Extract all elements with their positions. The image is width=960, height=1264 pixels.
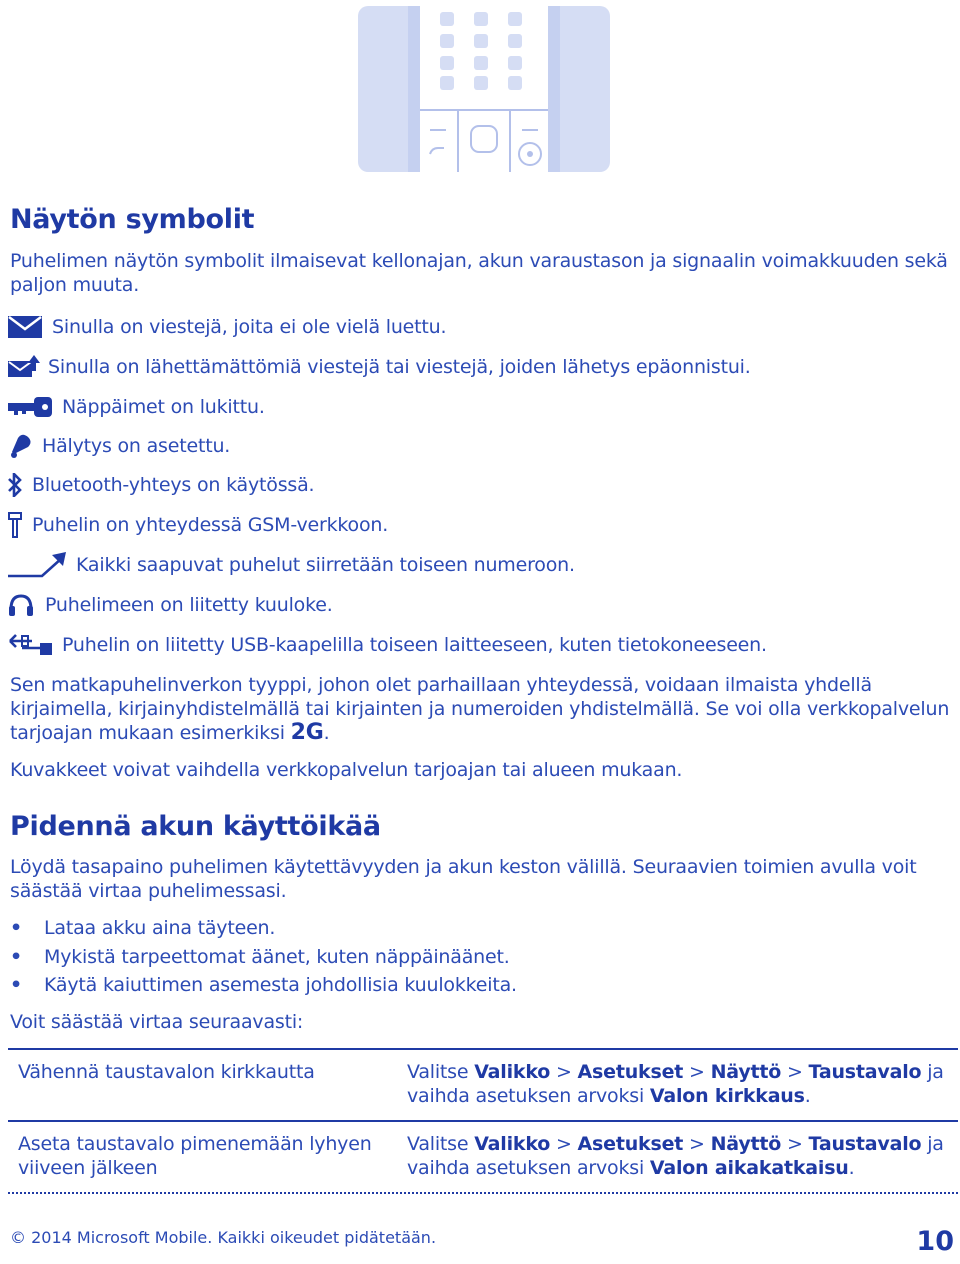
icons-note: Kuvakkeet voivat vaihdella verkkopalvelun tarjoajan tai alueen mukaan. bbox=[10, 759, 683, 781]
table-top-rule bbox=[8, 1048, 958, 1050]
path-separator: > bbox=[683, 1061, 711, 1083]
symbol-row bbox=[8, 312, 446, 342]
bullet-item bbox=[10, 945, 510, 969]
symbols-intro: Puhelimen näytön symbolit ilmaisevat kellonajan, akun varaustason ja signaalin voimakkuuden sekä paljon muuta. bbox=[10, 250, 948, 296]
instr-text: . bbox=[804, 1085, 811, 1107]
menu-path-taustavalo: Taustavalo bbox=[808, 1061, 922, 1083]
symbol-row bbox=[8, 431, 230, 461]
symbol-label: Kaikki saapuvat puhelut siirretään toiseen numeroon. bbox=[76, 554, 575, 576]
symbol-label: Sinulla on viestejä, joita ei ole vielä luettu. bbox=[52, 316, 447, 338]
phone-illustration bbox=[358, 6, 610, 172]
call-divert-icon bbox=[8, 552, 76, 578]
menu-path-taustavalo: Taustavalo bbox=[808, 1133, 922, 1155]
network-text: Sen matkapuhelinverkon tyyppi, johon olet parhaillaan yhteydessä, voidaan ilmaista yhdellä kirjaimella, kirjainyhdistelmällä tai kirjainten ja numeroiden yhdistelmällä. Se voi olla verkkopalvelun tarjoajan mukaan esimerkiksi bbox=[10, 674, 950, 744]
table-intro: Voit säästää virtaa seuraavasti: bbox=[10, 1011, 304, 1033]
instr-text: vaihda asetuksen arvoksi bbox=[407, 1157, 650, 1179]
menu-path-asetukset: Asetukset bbox=[577, 1133, 684, 1155]
alarm-bell-icon bbox=[8, 434, 42, 458]
instr-text: Valitse bbox=[407, 1061, 475, 1083]
instr-text: ja bbox=[921, 1061, 944, 1083]
symbol-label: Hälytys on asetettu. bbox=[42, 435, 231, 457]
symbol-row bbox=[8, 550, 575, 580]
bullet-text: Lataa akku aina täyteen. bbox=[44, 917, 276, 939]
gsm-antenna-icon bbox=[8, 512, 32, 538]
network-end: . bbox=[323, 722, 330, 744]
battery-intro: Löydä tasapaino puhelimen käytettävyyden ja akun keston välillä. Seuraavien toimien avulla voit säästää virtaa puhelimessasi. bbox=[10, 856, 917, 902]
bullet-marker: • bbox=[10, 917, 22, 939]
path-separator: > bbox=[683, 1133, 711, 1155]
instr-text: Valitse bbox=[407, 1133, 475, 1155]
symbol-row bbox=[8, 510, 388, 540]
bullet-text: Mykistä tarpeettomat äänet, kuten näppäinäänet. bbox=[44, 946, 510, 968]
symbol-row bbox=[8, 590, 333, 620]
table-row-rule bbox=[8, 1120, 958, 1122]
bullet-text: Käytä kaiuttimen asemesta johdollisia kuulokkeita. bbox=[44, 974, 517, 996]
bullet-marker: • bbox=[10, 974, 22, 996]
table-cell-instruction bbox=[407, 1060, 957, 1108]
symbol-label: Sinulla on lähettämättömiä viestejä tai viestejä, joiden lähetys epäonnistui. bbox=[48, 356, 751, 378]
bullet-marker: • bbox=[10, 946, 22, 968]
keys-locked-icon bbox=[8, 396, 62, 418]
menu-path-valikko: Valikko bbox=[474, 1133, 551, 1155]
menu-path-asetukset: Asetukset bbox=[577, 1061, 684, 1083]
symbol-row bbox=[8, 392, 265, 422]
table-cell-action: Aseta taustavalo pimenemään lyhyen viiveen jälkeen bbox=[18, 1133, 372, 1179]
path-separator: > bbox=[781, 1133, 809, 1155]
path-separator: > bbox=[781, 1061, 809, 1083]
envelope-icon bbox=[8, 316, 52, 338]
symbol-label: Bluetooth-yhteys on käytössä. bbox=[32, 474, 315, 496]
menu-path-naytto: Näyttö bbox=[710, 1061, 782, 1083]
section-title-battery: Pidennä akun käyttöikää bbox=[10, 811, 381, 842]
headset-icon bbox=[8, 593, 45, 617]
section-title-symbols: Näytön symbolit bbox=[10, 204, 255, 235]
instr-text: ja bbox=[921, 1133, 944, 1155]
table-cell-instruction bbox=[407, 1132, 957, 1180]
usb-icon bbox=[8, 632, 62, 658]
instr-text: vaihda asetuksen arvoksi bbox=[407, 1085, 650, 1107]
symbol-label: Puhelin on liitetty USB-kaapelilla toiseen laitteeseen, kuten tietokoneeseen. bbox=[62, 634, 767, 656]
bluetooth-icon bbox=[8, 473, 32, 497]
network-2g-icon: 2G bbox=[290, 720, 324, 745]
symbol-row bbox=[8, 352, 751, 382]
instr-text: . bbox=[848, 1157, 855, 1179]
symbol-row bbox=[8, 470, 314, 500]
symbol-label: Näppäimet on lukittu. bbox=[62, 396, 265, 418]
setting-value: Valon aikakatkaisu bbox=[649, 1157, 849, 1179]
table-cell-action: Vähennä taustavalon kirkkautta bbox=[18, 1061, 315, 1083]
page-number: 10 bbox=[916, 1226, 954, 1257]
symbol-label: Puhelimeen on liitetty kuuloke. bbox=[45, 594, 333, 616]
symbol-label: Puhelin on yhteydessä GSM-verkkoon. bbox=[32, 514, 389, 536]
menu-path-naytto: Näyttö bbox=[710, 1133, 782, 1155]
symbol-row bbox=[8, 630, 767, 660]
path-separator: > bbox=[550, 1061, 578, 1083]
bullet-item bbox=[10, 916, 275, 940]
bullet-item bbox=[10, 973, 517, 997]
menu-path-valikko: Valikko bbox=[474, 1061, 551, 1083]
table-bottom-rule bbox=[8, 1192, 958, 1194]
setting-value: Valon kirkkaus bbox=[649, 1085, 805, 1107]
unsent-message-icon bbox=[8, 355, 48, 379]
network-paragraph bbox=[10, 673, 955, 745]
path-separator: > bbox=[550, 1133, 578, 1155]
copyright-footer: © 2014 Microsoft Mobile. Kaikki oikeudet pidätetään. bbox=[10, 1228, 437, 1247]
